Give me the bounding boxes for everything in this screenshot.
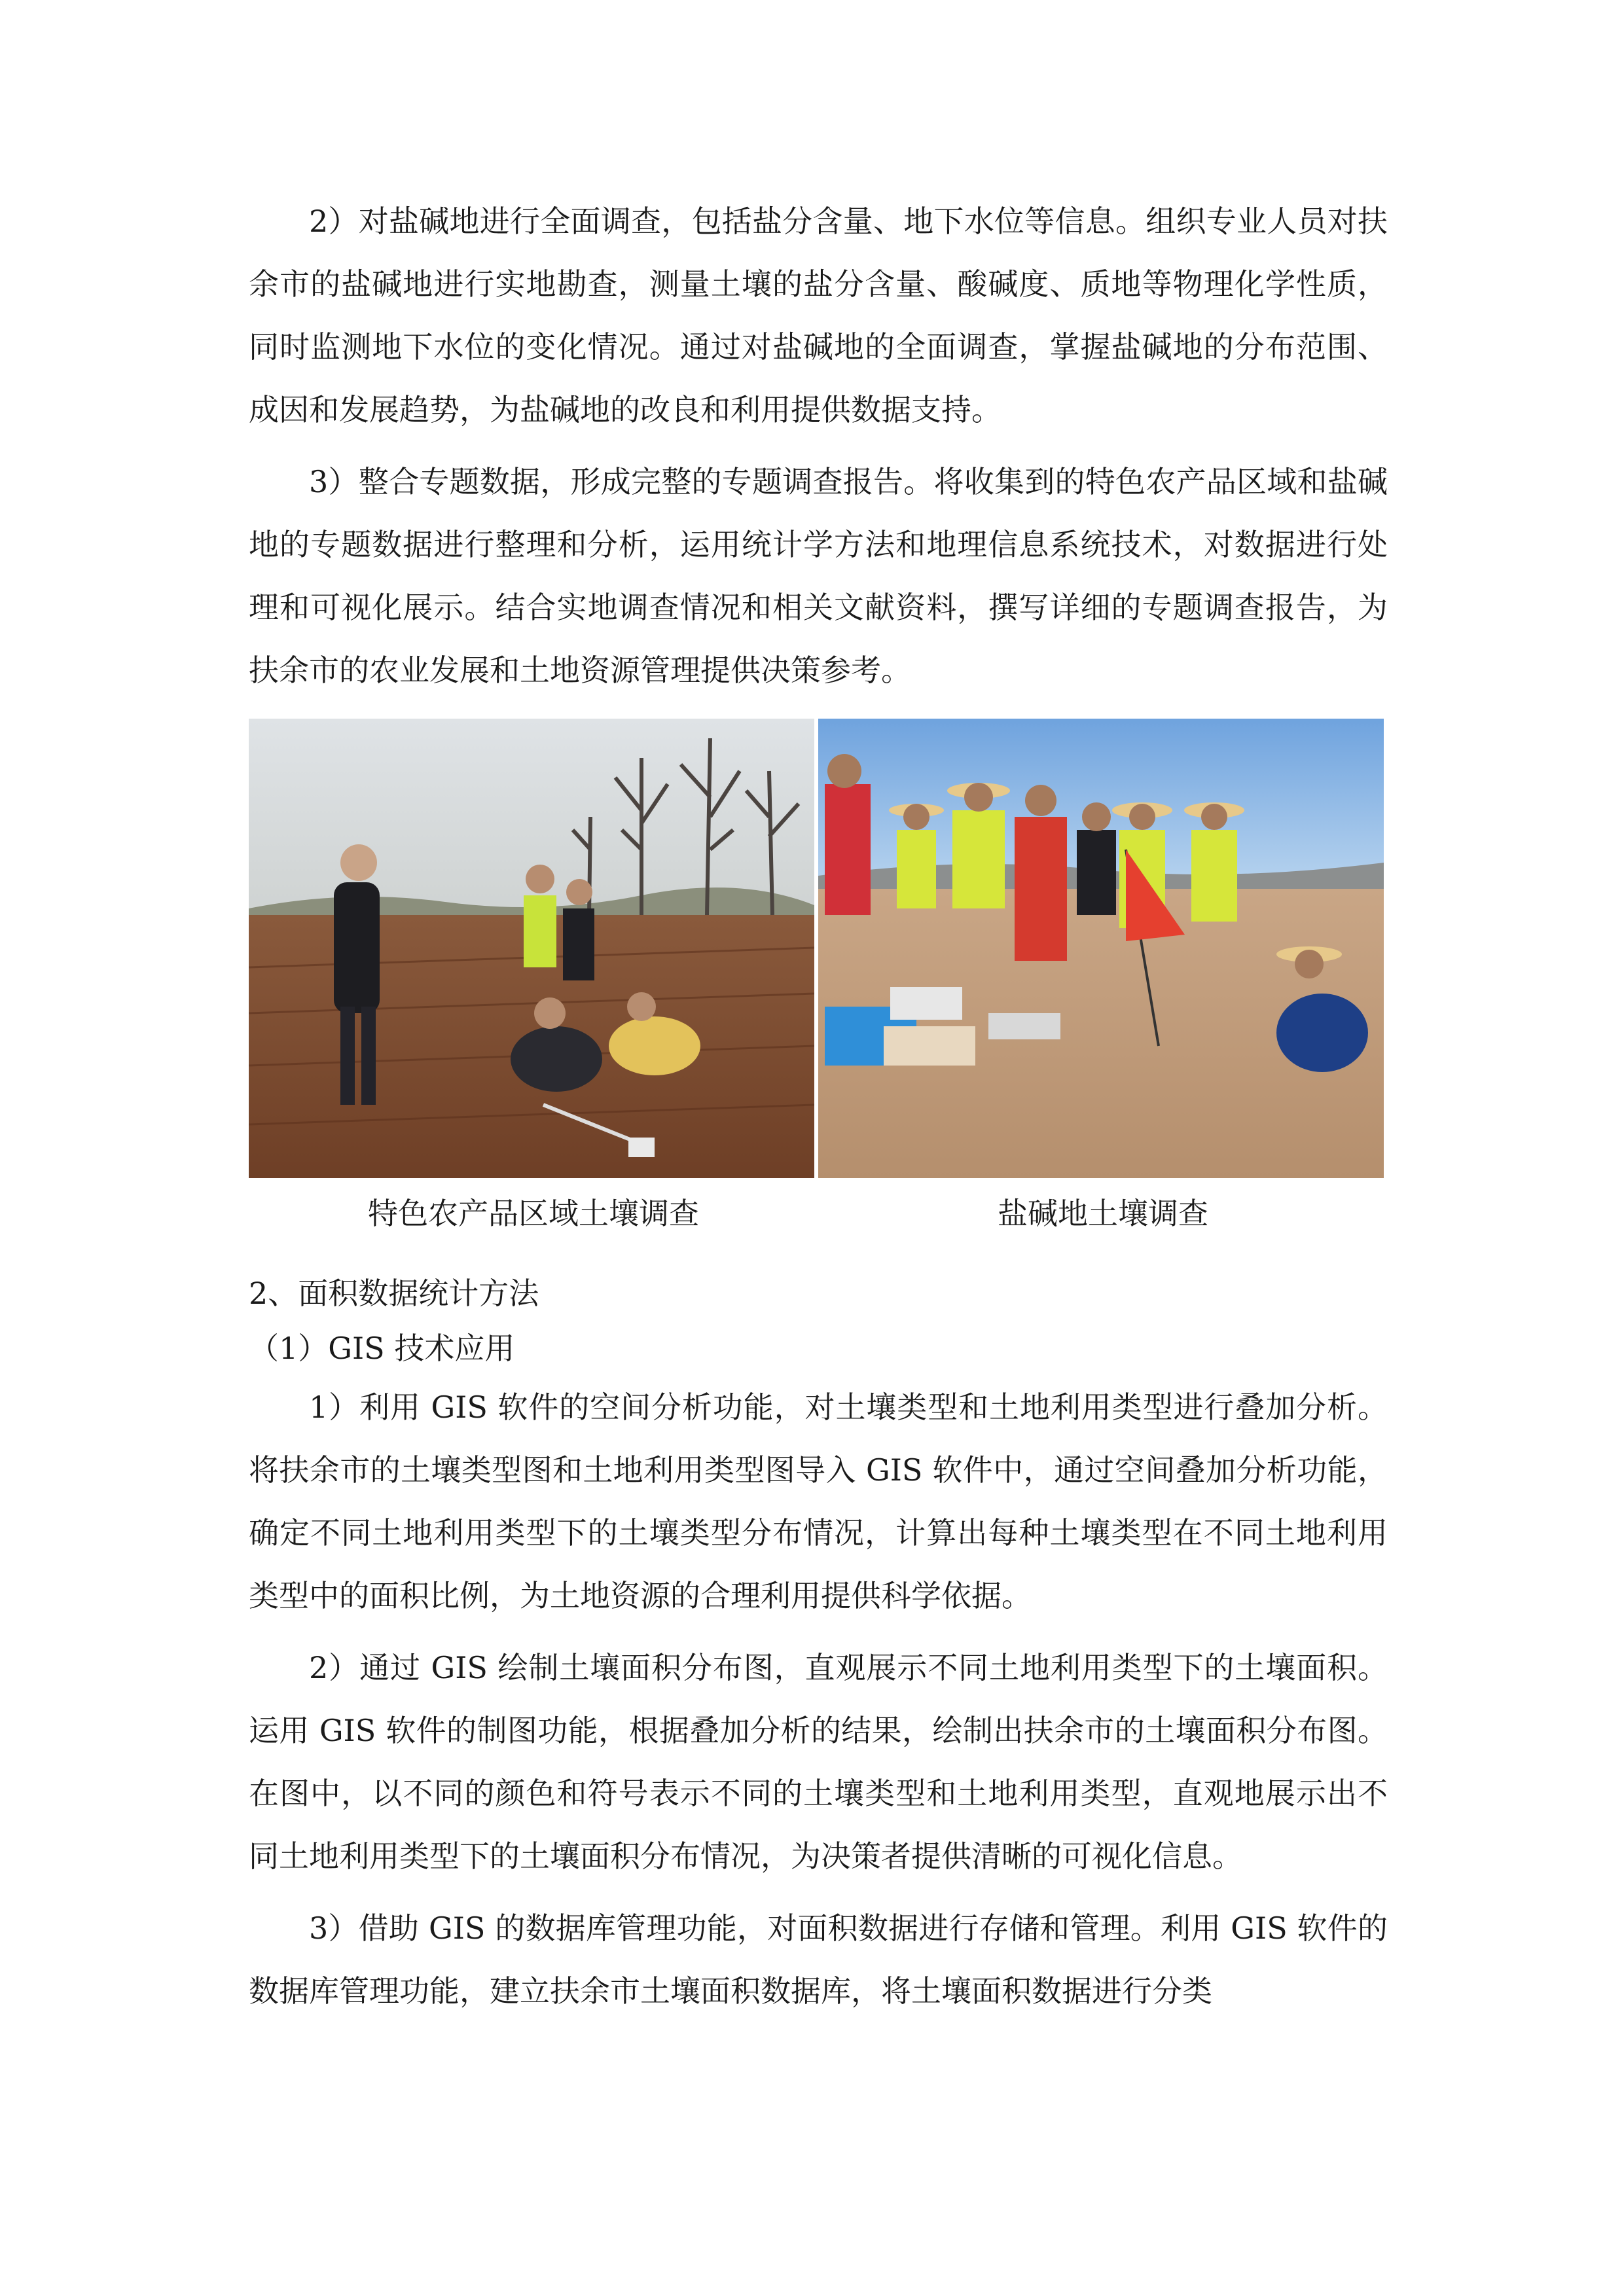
paragraph-gis-map: 2）通过 GIS 绘制土壤面积分布图，直观展示不同土地利用类型下的土壤面积。运用 GIS 软件的制图功能，根据叠加分析的结果，绘制出扶余市的土壤面积分布图。在图中，以不同的颜色和符号表示不同的土壤类型和土地利用类型，直观地展示出不同土地利用类型下的土壤面积分布情况，为决策者提供清晰的可视化信息。	[249, 1650, 1388, 1874]
figure-row	[249, 719, 1388, 1178]
photo-farmland-soil-survey	[249, 719, 814, 1178]
photo-saline-soil-survey	[818, 719, 1384, 1178]
section-heading: 2、面积数据统计方法	[249, 1276, 539, 1311]
figure-captions	[249, 1187, 1388, 1240]
paragraph-integrate-data: 3）整合专题数据，形成完整的专题调查报告。将收集到的特色农产品区域和盐碱地的专题数据进行整理和分析，运用统计学方法和地理信息系统技术，对数据进行处理和可视化展示。结合实地调查情况和相关文献资料，撰写详细的专题调查报告，为扶余市的农业发展和土地资源管理提供决策参考。	[249, 464, 1388, 688]
paragraph-saline-survey: 2）对盐碱地进行全面调查，包括盐分含量、地下水位等信息。组织专业人员对扶余市的盐碱地进行实地勘查，测量土壤的盐分含量、酸碱度、质地等物理化学性质，同时监测地下水位的变化情况。通过对盐碱地的全面调查，掌握盐碱地的分布范围、成因和发展趋势，为盐碱地的改良和利用提供数据支持。	[249, 204, 1388, 427]
section-subheading: （1）GIS 技术应用	[249, 1331, 515, 1366]
paragraph-gis-overlay: 1）利用 GIS 软件的空间分析功能，对土壤类型和土地利用类型进行叠加分析。将扶余市的土壤类型图和土地利用类型图导入 GIS 软件中，通过空间叠加分析功能，确定不同土地利用类型下的土壤类型分布情况，计算出每种土壤类型在不同土地利用类型中的面积比例，为土地资源的合理利用提供科学依据。	[249, 1390, 1388, 1613]
paragraph-gis-database: 3）借助 GIS 的数据库管理功能，对面积数据进行存储和管理。利用 GIS 软件的数据库管理功能，建立扶余市土壤面积数据库，将土壤面积数据进行分类	[249, 1910, 1388, 2009]
document-page	[249, 190, 1388, 2032]
caption-right: 盐碱地土壤调查	[998, 1196, 1208, 1231]
caption-left: 特色农产品区域土壤调查	[368, 1196, 699, 1231]
